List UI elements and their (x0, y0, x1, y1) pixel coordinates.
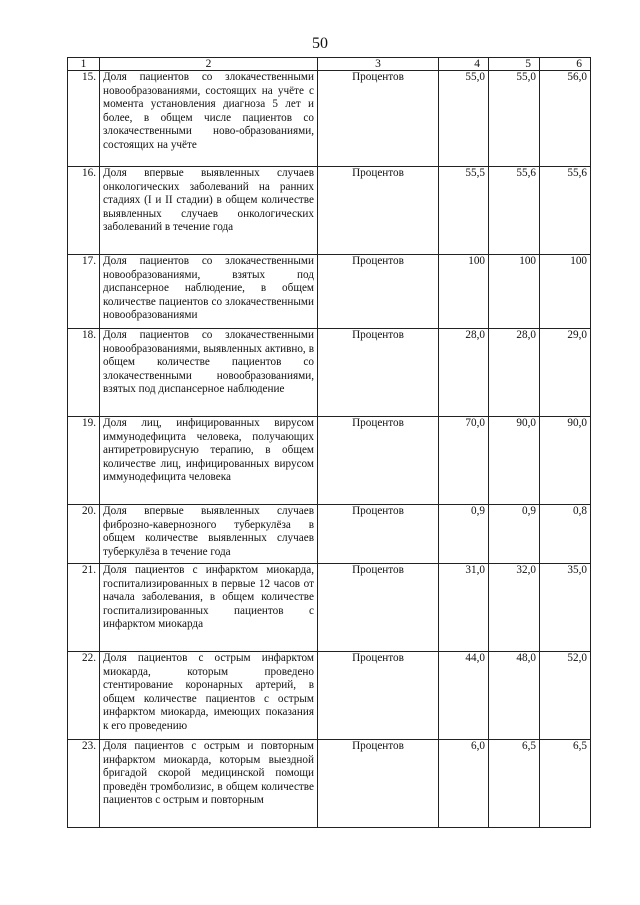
row-number: 15. (68, 71, 100, 167)
table-row (68, 505, 591, 564)
value-col-5: 55,6 (489, 167, 540, 255)
value-col-4: 100 (439, 255, 489, 329)
value-col-6: 52,0 (540, 652, 591, 740)
value-col-5: 55,0 (489, 71, 540, 167)
unit-cell: Процентов (318, 167, 439, 255)
row-number: 21. (68, 564, 100, 652)
header-row (68, 58, 591, 71)
value-col-5: 0,9 (489, 505, 540, 564)
unit-cell: Процентов (318, 417, 439, 505)
value-col-4: 70,0 (439, 417, 489, 505)
header-cell-1: 1 (68, 58, 100, 71)
indicator-description: Доля лиц, инфицированных вирусом иммунодефицита человека, получающих антиретровирусную терапию, в общем количестве лиц, инфицированных вирусом иммунодефицита человека (100, 417, 318, 505)
value-col-6: 0,8 (540, 505, 591, 564)
value-col-4: 55,5 (439, 167, 489, 255)
indicator-description: Доля пациентов с острым инфарктом миокарда, которым проведено стентирование коронарных артерий, в общем количестве пациентов с острым инфарктом миокарда, имеющих показания к его проведению (100, 652, 318, 740)
value-col-6: 29,0 (540, 329, 591, 417)
unit-cell: Процентов (318, 255, 439, 329)
page-number: 50 (312, 35, 328, 52)
indicators-table (67, 57, 591, 828)
value-col-5: 32,0 (489, 564, 540, 652)
value-col-6: 100 (540, 255, 591, 329)
value-col-5: 6,5 (489, 740, 540, 828)
table-row (68, 564, 591, 652)
value-col-4: 28,0 (439, 329, 489, 417)
value-col-5: 28,0 (489, 329, 540, 417)
unit-cell: Процентов (318, 329, 439, 417)
row-number: 18. (68, 329, 100, 417)
value-col-5: 48,0 (489, 652, 540, 740)
header-cell-3: 3 (318, 58, 439, 71)
header-cell-6: 6 (540, 58, 591, 71)
value-col-5: 100 (489, 255, 540, 329)
value-col-4: 55,0 (439, 71, 489, 167)
table-row (68, 167, 591, 255)
table-row (68, 740, 591, 828)
value-col-6: 55,6 (540, 167, 591, 255)
header-cell-2: 2 (100, 58, 318, 71)
row-number: 22. (68, 652, 100, 740)
indicator-description: Доля впервые выявленных случаев фиброзно-кавернозного туберкулёза в общем количестве выявленных случаев туберкулёза в течение года (100, 505, 318, 564)
indicator-description: Доля пациентов с острым и повторным инфарктом миокарда, которым выездной бригадой скорой медицинской помощи проведён тромболизис, в общем количестве пациентов с острым и повторным (100, 740, 318, 828)
indicator-description: Доля пациентов со злокачественными новообразованиями, состоящих на учёте с момента установления диагноза 5 лет и более, в общем числе пациентов со злокачественными ново-образованиями, состоящих на учёте (100, 71, 318, 167)
row-number: 23. (68, 740, 100, 828)
header-cell-5: 5 (489, 58, 540, 71)
row-number: 19. (68, 417, 100, 505)
value-col-6: 6,5 (540, 740, 591, 828)
indicator-description: Доля впервые выявленных случаев онкологических заболеваний на ранних стадиях (I и II стадии) в общем количестве выявленных случаев онкологических заболеваний в течение года (100, 167, 318, 255)
value-col-5: 90,0 (489, 417, 540, 505)
table-row (68, 652, 591, 740)
unit-cell: Процентов (318, 564, 439, 652)
unit-cell: Процентов (318, 652, 439, 740)
table-row (68, 255, 591, 329)
value-col-4: 44,0 (439, 652, 489, 740)
value-col-6: 56,0 (540, 71, 591, 167)
row-number: 17. (68, 255, 100, 329)
indicator-description: Доля пациентов со злокачественными новообразованиями, выявленных активно, в общем количестве пациентов со злокачественными новообразованиями, взятых под диспансерное наблюдение (100, 329, 318, 417)
unit-cell: Процентов (318, 505, 439, 564)
header-cell-4: 4 (439, 58, 489, 71)
indicator-description: Доля пациентов с инфарктом миокарда, госпитализированных в первые 12 часов от начала заболевания, в общем количестве госпитализированных пациентов с инфарктом миокарда (100, 564, 318, 652)
value-col-6: 35,0 (540, 564, 591, 652)
row-number: 20. (68, 505, 100, 564)
value-col-4: 31,0 (439, 564, 489, 652)
value-col-6: 90,0 (540, 417, 591, 505)
table-row (68, 71, 591, 167)
unit-cell: Процентов (318, 71, 439, 167)
table-row (68, 329, 591, 417)
indicator-description: Доля пациентов со злокачественными новообразованиями, взятых под диспансерное наблюдение, в общем количестве пациентов со злокачественными новообразованиями (100, 255, 318, 329)
table-row (68, 417, 591, 505)
value-col-4: 6,0 (439, 740, 489, 828)
row-number: 16. (68, 167, 100, 255)
value-col-4: 0,9 (439, 505, 489, 564)
unit-cell: Процентов (318, 740, 439, 828)
